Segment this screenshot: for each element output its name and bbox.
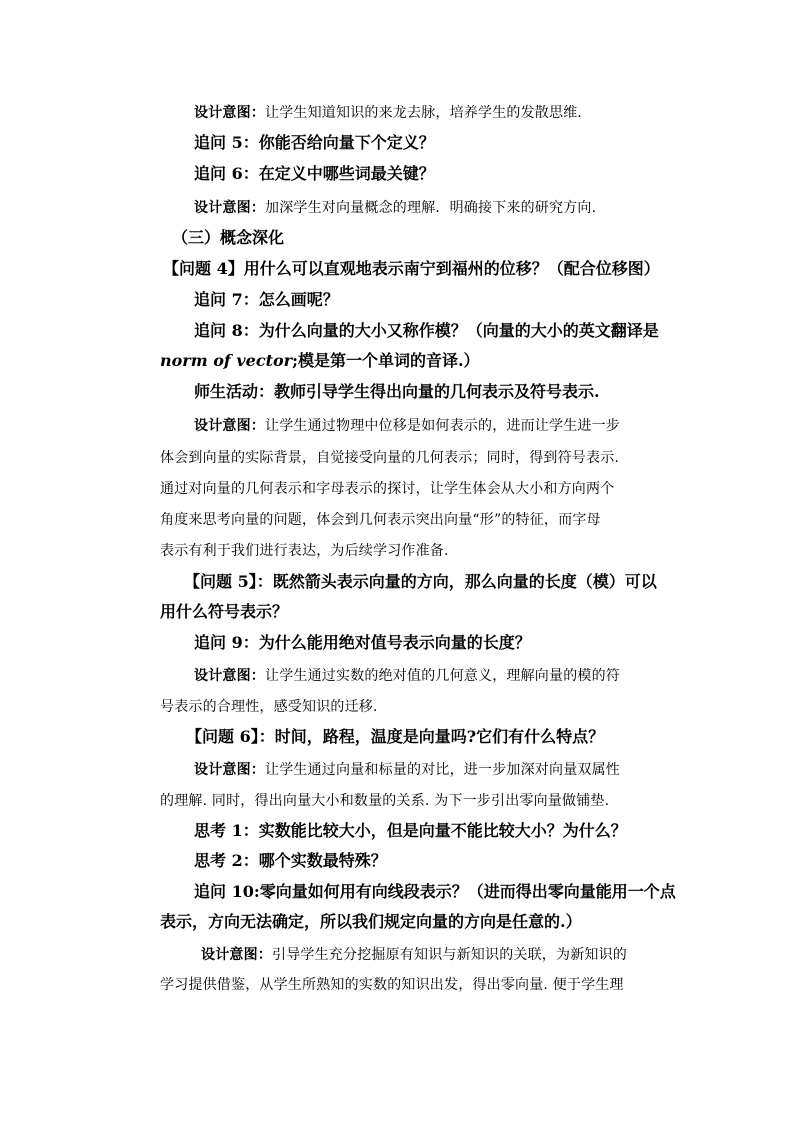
paragraph-text: ;模是第一个单词的音译.） xyxy=(292,351,480,370)
section-heading: （三）概念深化 xyxy=(172,228,285,247)
follow-up-question-7: 追问 7：怎么画呢？ xyxy=(194,290,339,309)
follow-up-question-8-cont xyxy=(160,353,480,369)
paragraph-line: 表示有利于我们进行表达，为后续学习作准备. xyxy=(160,543,449,559)
design-intent-paragraph-6 xyxy=(201,948,627,962)
paragraph-line: 角度来思考向量的问题，体会到几何表示突出向量“形”的特征，而字母 xyxy=(160,512,601,528)
follow-up-question-8: 追问 8：为什么向量的大小又称作模？（向量的大小的英文翻译是 xyxy=(194,321,659,340)
think-2: 思考 2：哪个实数最特殊？ xyxy=(194,851,387,870)
design-intent-paragraph-3 xyxy=(194,419,620,433)
design-intent-label: 设计意图： xyxy=(201,947,272,963)
question-5-cont: 用什么符号表示？ xyxy=(160,602,289,621)
design-intent-label: 设计意图： xyxy=(194,418,265,434)
paragraph-line: 学习提供借鉴，从学生所熟知的实数的知识出发，得出零向量. 便于学生理 xyxy=(160,977,624,993)
paragraph-line: 通过对向量的几何表示和字母表示的探讨，让学生体会从大小和方向两个 xyxy=(160,481,615,497)
design-intent-paragraph-5 xyxy=(194,763,620,777)
paragraph-text: 加深学生对向量概念的理解．明确接下来的研究方向. xyxy=(265,200,597,216)
design-intent-label: 设计意图： xyxy=(194,200,265,216)
paragraph-text: 让学生通过物理中位移是如何表示的，进而让学生进一步 xyxy=(265,418,620,434)
design-intent-paragraph-1 xyxy=(194,106,582,120)
design-intent-paragraph-4 xyxy=(194,669,620,683)
follow-up-question-6: 追问 6：在定义中哪些词最关键？ xyxy=(194,164,435,183)
paragraph-text: 引导学生充分挖掘原有知识与新知识的关联，为新知识的 xyxy=(272,947,627,963)
paragraph-text: 让学生通过实数的绝对值的几何意义，理解向量的模的符 xyxy=(265,668,620,684)
think-1: 思考 1：实数能比较大小，但是向量不能比较大小？为什么？ xyxy=(194,821,627,840)
question-4: 【问题 4】用什么可以直观地表示南宁到福州的位移？（配合位移图） xyxy=(163,259,660,278)
follow-up-question-10-cont: 表示，方向无法确定，所以我们规定向量的方向是任意的.） xyxy=(160,912,582,931)
paragraph-text: 让学生通过向量和标量的对比，进一步加深对向量双属性 xyxy=(265,762,620,778)
design-intent-label: 设计意图： xyxy=(194,762,265,778)
question-5: 【问题 5】：既然箭头表示向量的方向，那么向量的长度（模）可以 xyxy=(184,572,657,591)
paragraph-line: 体会到向量的实际背景，自觉接受向量的几何表示；同时，得到符号表示. xyxy=(160,450,620,466)
english-term: norm of vector xyxy=(160,351,293,370)
follow-up-question-10: 追问 10:零向量如何用有向线段表示？（进而得出零向量能用一个点 xyxy=(194,882,676,901)
paragraph-line: 的理解. 同时，得出向量大小和数量的关系. 为下一步引出零向量做铺垫. xyxy=(160,793,610,809)
follow-up-question-9: 追问 9：为什么能用绝对值号表示向量的长度？ xyxy=(194,633,531,652)
question-6: 【问题 6】：时间，路程，温度是向量吗?它们有什么特点？ xyxy=(186,727,605,746)
follow-up-question-5: 追问 5：你能否给向量下个定义？ xyxy=(194,133,435,152)
design-intent-label: 设计意图： xyxy=(194,668,265,684)
design-intent-label: 设计意图： xyxy=(194,105,265,121)
paragraph-text: 让学生知道知识的来龙去脉，培养学生的发散思维. xyxy=(265,105,583,121)
design-intent-paragraph-2 xyxy=(194,201,596,215)
teacher-student-activity: 师生活动：教师引导学生得出向量的几何表示及符号表示. xyxy=(194,382,600,401)
paragraph-line: 号表示的合理性，感受知识的迁移. xyxy=(160,699,378,715)
